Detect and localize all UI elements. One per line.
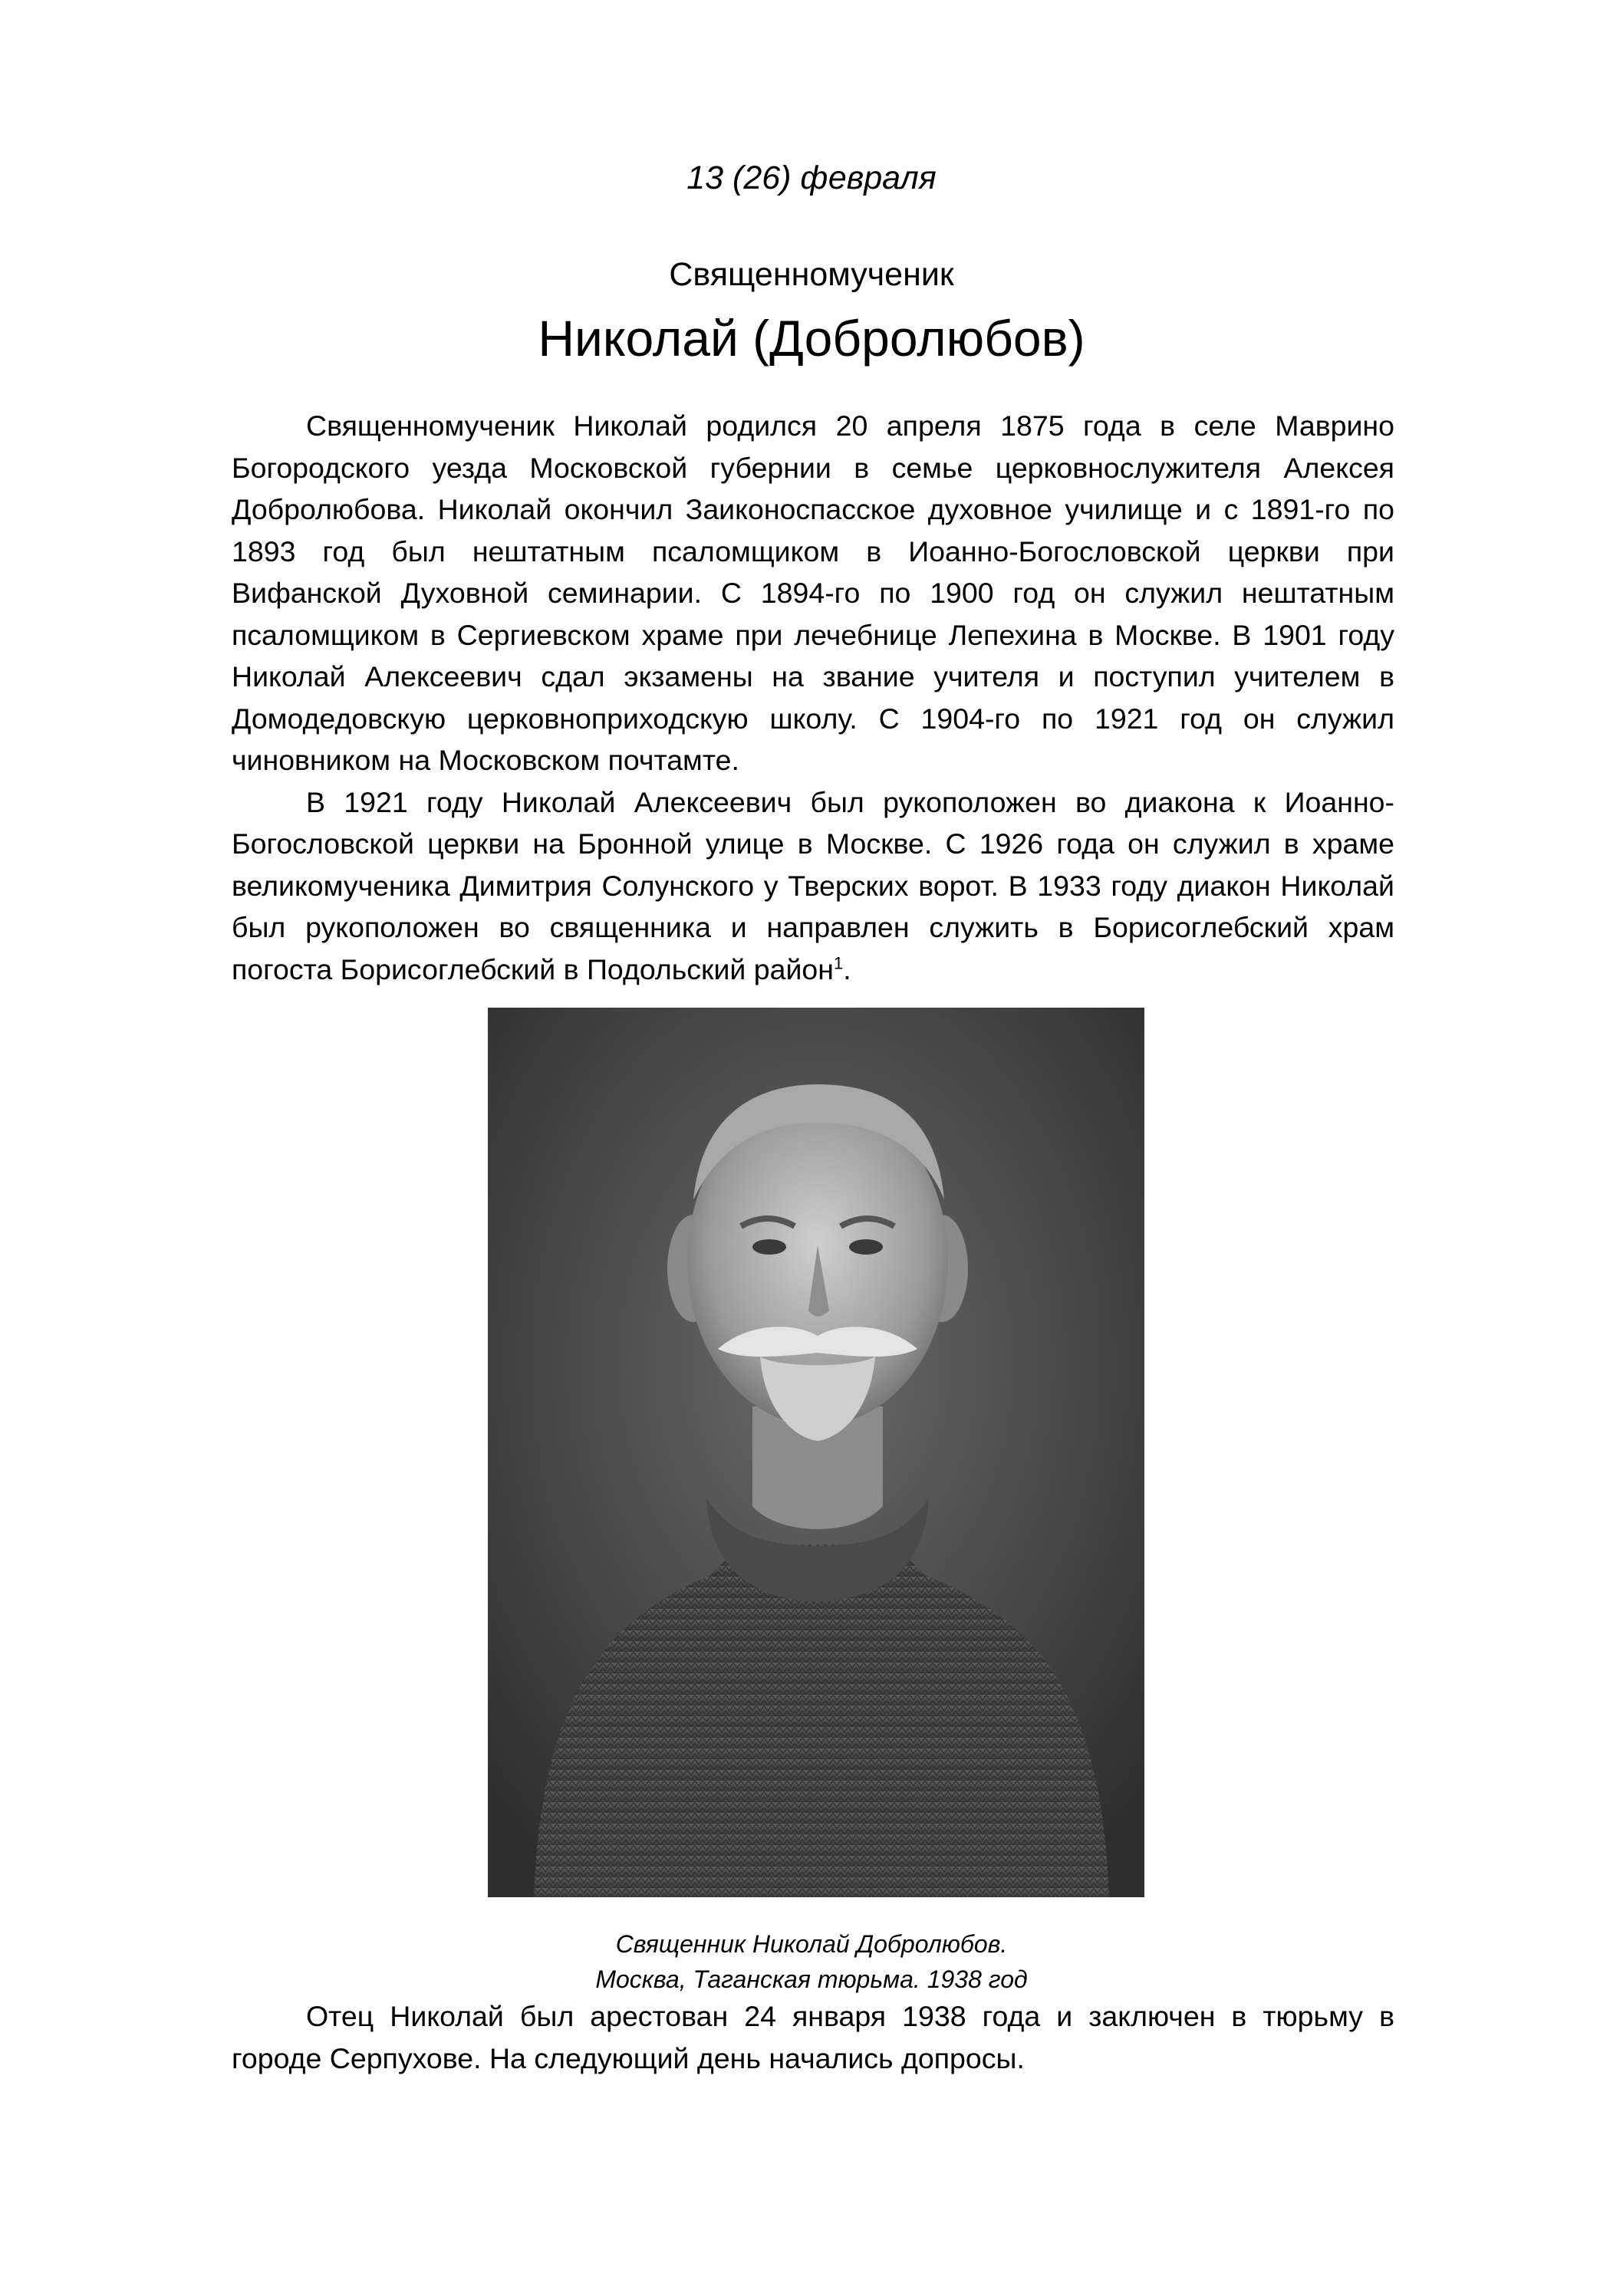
page-title: Николай (Добролюбов): [538, 310, 1085, 367]
portrait-image: [488, 1008, 1144, 1897]
right-eye: [849, 1239, 883, 1255]
biography-text-continued: [232, 1995, 1394, 2079]
paragraph-text: В 1921 году Николай Алексеевич был рукоположен во диакона к Иоанно-Богословской церкви на Бронной улице в Москве. С 1926 года он служил в храме великомученика Димитрия Солунского у Тверских ворот. В 1933 году диакон Николай был рукоположен во священника и направлен служить в Борисоглебский храм погоста Борисоглебский в Подольский район: [232, 785, 1394, 985]
biography-text: [232, 405, 1394, 990]
paragraph: [232, 781, 1394, 991]
portrait-photo: [488, 1008, 1144, 1897]
left-eye: [752, 1239, 786, 1255]
caption-line: Священник Николай Добролюбов.: [615, 1930, 1008, 1958]
paragraph: Священномученик Николай родился 20 апреля 1875 года в селе Маврино Богородского уезда Московской губернии в семье церковнослужителя Алексея Добролюбова. Николай окончил Заиконоспасское духовное училище и с 1891-го по 1893 год был нештатным псаломщиком в Иоанно-Богословской церкви при Вифанской Духовной семинарии. С 1894-го по 1900 год он служил нештатным псаломщиком в Сергиевском храме при лечебнице Лепехина в Москве. В 1901 году Николай Алексеевич сдал экзамены на звание учителя и поступил учителем в Домодедовскую церковноприходскую школу. С 1904-го по 1921 год он служил чиновником на Московском почтамте.: [232, 410, 1394, 776]
footnote-marker[interactable]: 1: [834, 953, 844, 972]
caption-line: Москва, Таганская тюрьма. 1938 год: [595, 1965, 1028, 1993]
feast-date: 13 (26) февраля: [686, 160, 937, 196]
saint-rank: Священномученик: [669, 256, 954, 293]
paragraph-end: .: [843, 952, 851, 985]
paragraph: Отец Николай был арестован 24 января 1938 года и заключен в тюрьму в городе Серпухове. На следующий день начались допросы.: [232, 2000, 1394, 2074]
photo-caption: [0, 1926, 1623, 1997]
